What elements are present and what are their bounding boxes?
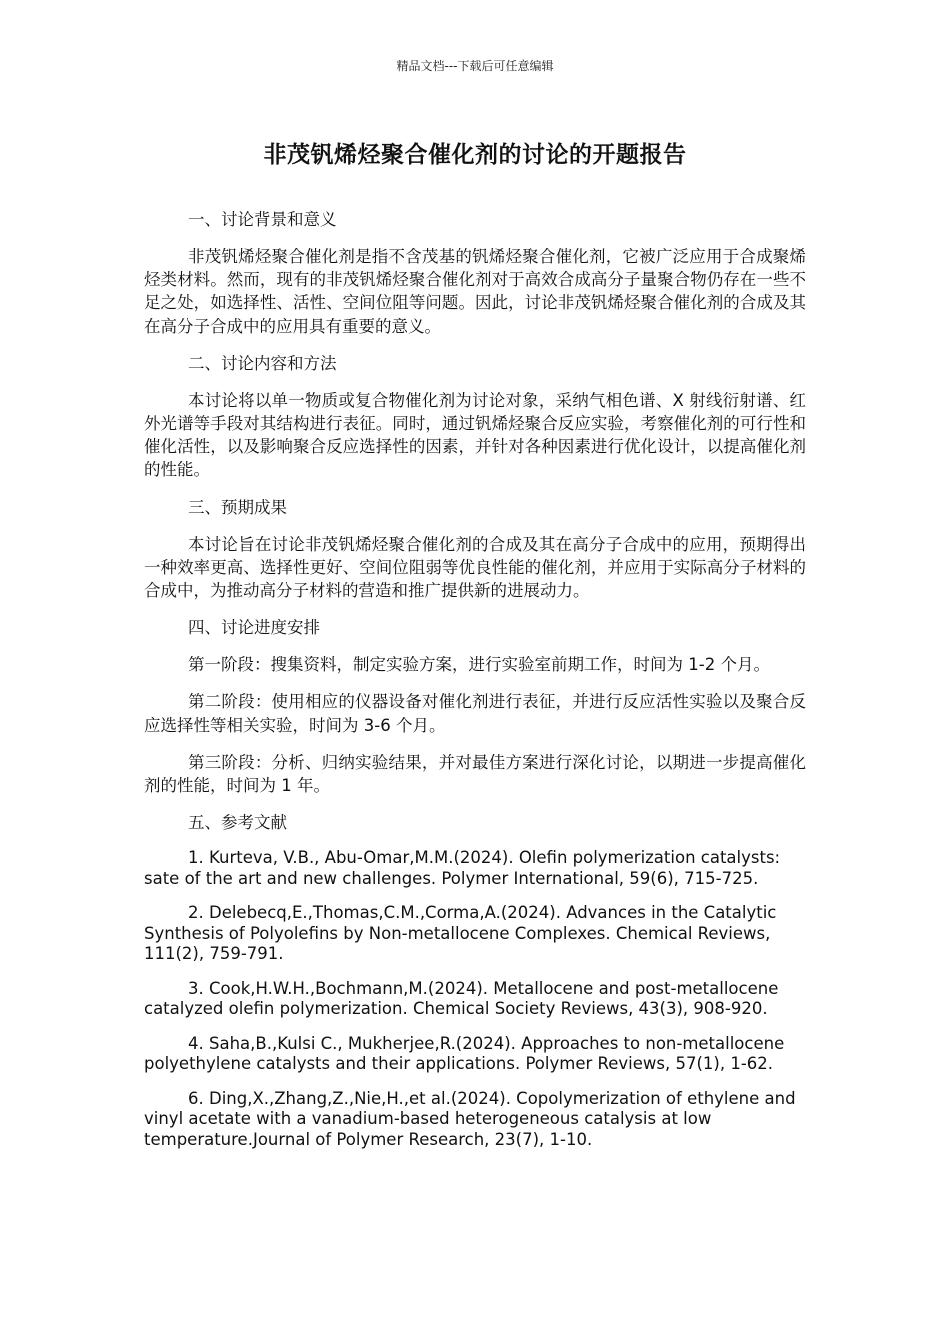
document-title: 非茂钒烯烃聚合催化剂的讨论的开题报告 bbox=[263, 142, 687, 168]
reference-item: 6. Ding,X.,Zhang,Z.,Nie,H.,et al.(2024). Copolymerization of ethylene and vinyl acetate with a vanadium-based heterogeneous catalysis at low temperature.Journal of Polymer Research, 23(7), 1-10. bbox=[144, 1088, 796, 1149]
section-background bbox=[144, 208, 806, 338]
reference-item: 4. Saha,B.,Kulsi C., Mukherjee,R.(2024). Approaches to non-metallocene polyethylene catalysts and their applications. Polymer Reviews, 57(1), 1-62. bbox=[144, 1033, 785, 1074]
schedule-stage-3: 第三阶段：分析、归纳实验结果，并对最佳方案进行深化讨论，以期进一步提高催化剂的性能，时间为 1 年。 bbox=[144, 752, 806, 796]
section-methods bbox=[144, 352, 806, 482]
section-references bbox=[144, 811, 806, 1150]
schedule-stage-1: 第一阶段：搜集资料，制定实验方案，进行实验室前期工作，时间为 1-2 个月。 bbox=[188, 655, 770, 675]
body-paragraph: 本讨论旨在讨论非茂钒烯烃聚合催化剂的合成及其在高分子合成中的应用，预期得出一种效率更高、选择性更好、空间位阻弱等优良性能的催化剂，并应用于实际高分子材料的合成中，为推动高分子材料的营造和推广提供新的进展动力。 bbox=[144, 534, 806, 601]
body-paragraph: 非茂钒烯烃聚合催化剂是指不含茂基的钒烯烃聚合催化剂，它被广泛应用于合成聚烯烃类材料。然而，现有的非茂钒烯烃聚合催化剂对于高效合成高分子量聚合物仍存在一些不足之处，如选择性、活性、空间位阻等问题。因此，讨论非茂钒烯烃聚合催化剂的合成及其在高分子合成中的应用具有重要的意义。 bbox=[144, 247, 806, 336]
reference-item: 2. Delebecq,E.,Thomas,C.M.,Corma,A.(2024). Advances in the Catalytic Synthesis of Polyolefins by Non-metallocene Complexes. Chemical Reviews, 111(2), 759-791. bbox=[144, 903, 777, 964]
schedule-stage-2: 第二阶段：使用相应的仪器设备对催化剂进行表征，并进行反应活性实验以及聚合反应选择性等相关实验，时间为 3-6 个月。 bbox=[144, 692, 806, 735]
section-schedule bbox=[144, 616, 806, 797]
section-heading: 三、预期成果 bbox=[188, 497, 287, 517]
body-paragraph: 本讨论将以单一物质或复合物催化剂为讨论对象，采纳气相色谱、X 射线衍射谱、红外光谱等手段对其结构进行表征。同时，通过钒烯烃聚合反应实验，考察催化剂的可行性和催化活性，以及影响聚合反应选择性的因素，并针对各种因素进行优化设计，以提高催化剂的性能。 bbox=[144, 390, 806, 480]
section-heading: 五、参考文献 bbox=[188, 813, 287, 833]
page-header: 精品文档---下载后可任意编辑 bbox=[396, 59, 554, 73]
section-heading: 二、讨论内容和方法 bbox=[188, 353, 337, 373]
document-body bbox=[144, 208, 806, 1164]
section-expected-results bbox=[144, 496, 806, 603]
reference-item: 3. Cook,H.W.H.,Bochmann,M.(2024). Metallocene and post-metallocene catalyzed olefin polymerization. Chemical Society Reviews, 43(3), 908-920. bbox=[144, 978, 779, 1019]
section-heading: 四、讨论进度安排 bbox=[188, 618, 320, 638]
section-heading: 一、讨论背景和意义 bbox=[188, 210, 337, 229]
reference-item: 1. Kurteva, V.B., Abu-Omar,M.M.(2024). Olefin polymerization catalysts: sate of the art and new challenges. Polymer International, 59(6), 715-725. bbox=[144, 848, 781, 888]
